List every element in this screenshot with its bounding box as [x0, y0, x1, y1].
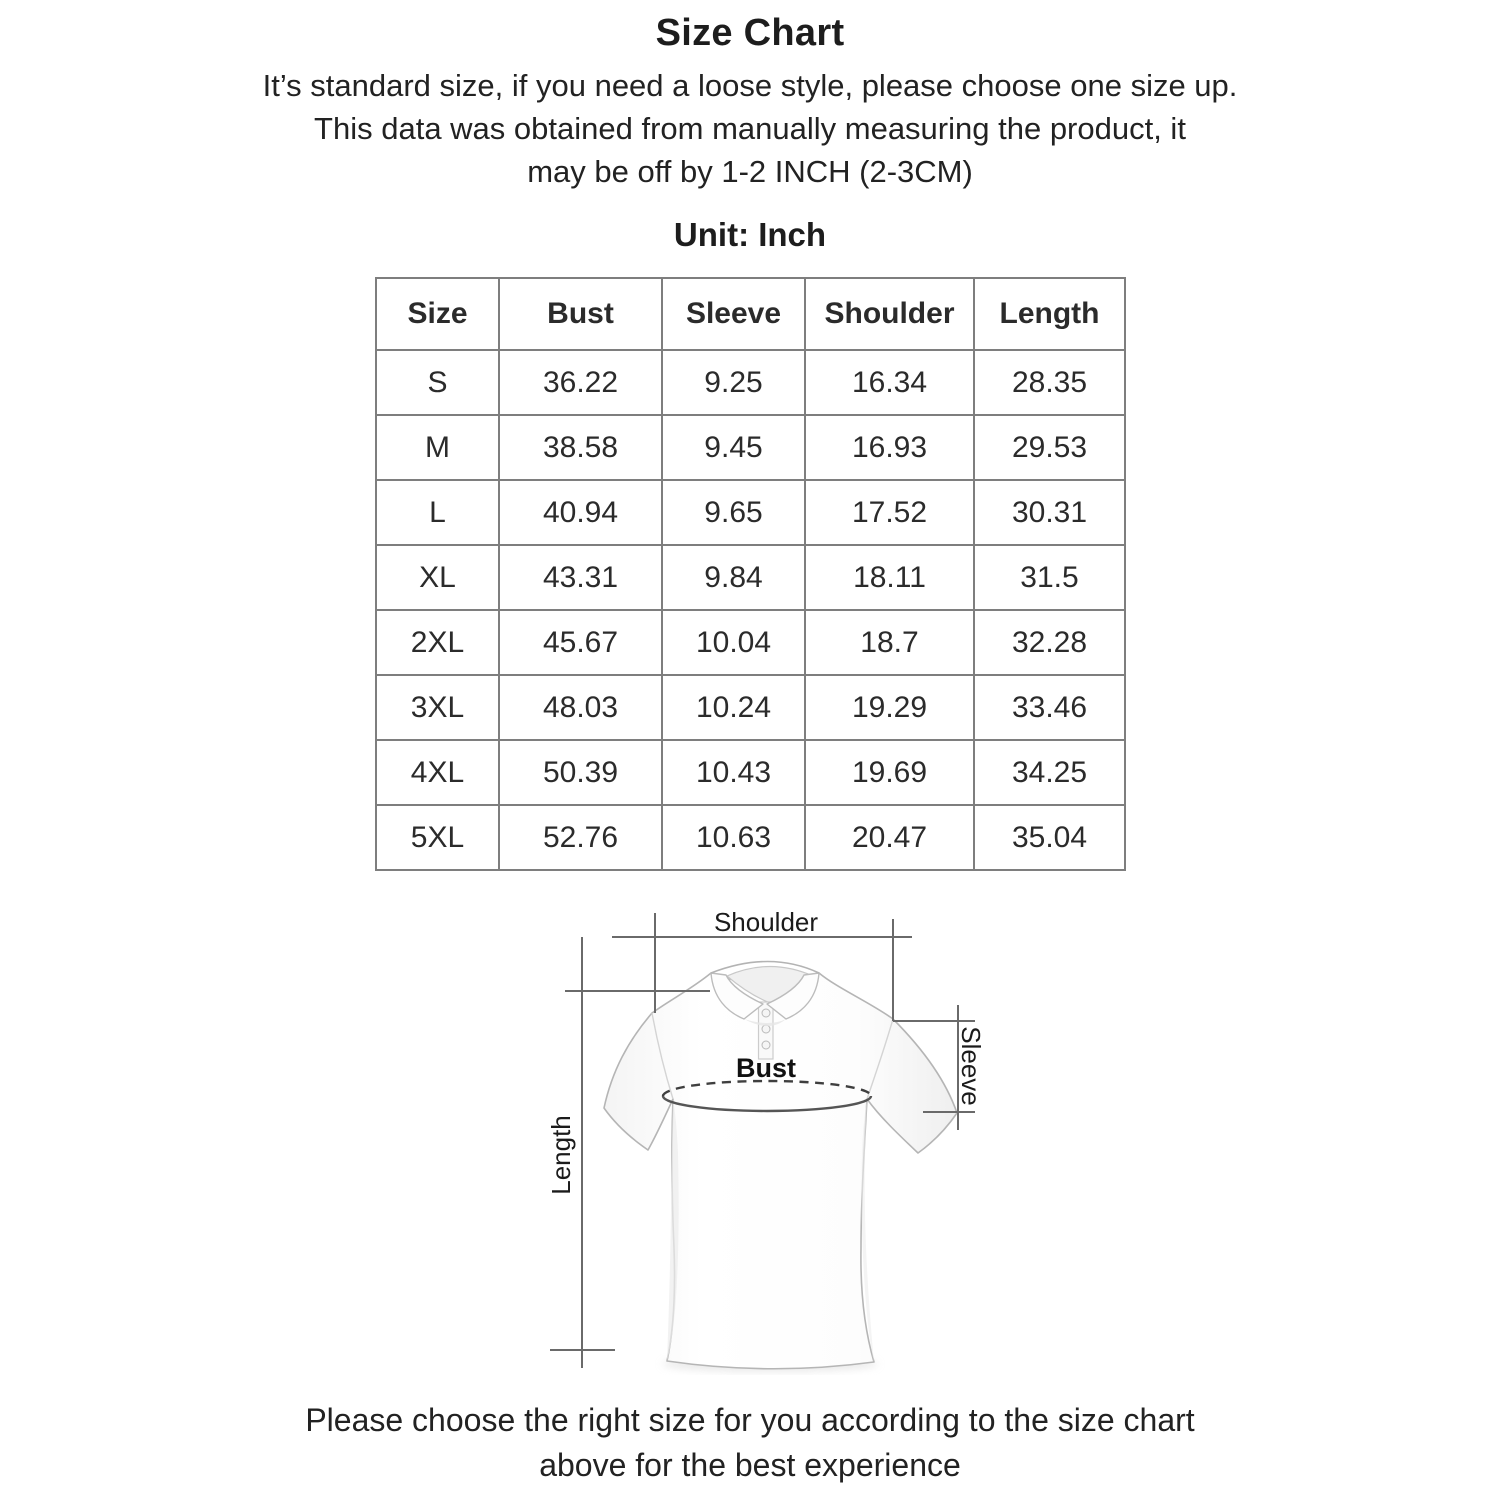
cell: 16.34: [805, 350, 974, 415]
cell: 36.22: [499, 350, 662, 415]
size-note-line: It’s standard size, if you need a loose style, please choose one size up.: [262, 68, 1238, 103]
unit-label: Unit: Inch: [673, 216, 827, 253]
cell: 52.76: [499, 805, 662, 870]
table-header-row: [376, 278, 1125, 350]
shoulder-label: Shoulder: [713, 907, 819, 937]
cell: 17.52: [805, 480, 974, 545]
table-row: [376, 415, 1125, 480]
cell: 34.25: [974, 740, 1125, 805]
cell: 38.58: [499, 415, 662, 480]
cell: 9.25: [662, 350, 805, 415]
cell: M: [376, 415, 499, 480]
cell: 16.93: [805, 415, 974, 480]
cell: 19.69: [805, 740, 974, 805]
cell: 10.63: [662, 805, 805, 870]
cell: 31.5: [974, 545, 1125, 610]
footer-note: [0, 1398, 1500, 1488]
cell: 35.04: [974, 805, 1125, 870]
cell: 45.67: [499, 610, 662, 675]
size-note-line: may be off by 1-2 INCH (2-3CM): [527, 154, 973, 189]
measurement-diagram: [530, 903, 1010, 1375]
table-row: [376, 675, 1125, 740]
cell: 18.11: [805, 545, 974, 610]
cell: 10.43: [662, 740, 805, 805]
bust-label: Bust: [736, 1053, 796, 1083]
column-header-shoulder: Shoulder: [805, 278, 974, 350]
cell: L: [376, 480, 499, 545]
table-row: [376, 610, 1125, 675]
cell: 43.31: [499, 545, 662, 610]
column-header-length: Length: [974, 278, 1125, 350]
size-note-line: This data was obtained from manually measuring the product, it: [314, 111, 1186, 146]
cell: 10.04: [662, 610, 805, 675]
cell: XL: [376, 545, 499, 610]
button: [762, 1025, 770, 1033]
cell: 9.45: [662, 415, 805, 480]
cell: 9.65: [662, 480, 805, 545]
cell: 3XL: [376, 675, 499, 740]
cell: S: [376, 350, 499, 415]
table-row: [376, 545, 1125, 610]
cell: 33.46: [974, 675, 1125, 740]
table-row: [376, 480, 1125, 545]
cell: 20.47: [805, 805, 974, 870]
table-row: [376, 350, 1125, 415]
cell: 9.84: [662, 545, 805, 610]
button: [762, 1009, 770, 1017]
cell: 19.29: [805, 675, 974, 740]
cell: 29.53: [974, 415, 1125, 480]
cell: 28.35: [974, 350, 1125, 415]
footer-note-line: above for the best experience: [539, 1447, 961, 1483]
cell: 40.94: [499, 480, 662, 545]
column-header-size: Size: [376, 278, 499, 350]
shirt-body: [604, 973, 957, 1369]
cell: 18.7: [805, 610, 974, 675]
length-label: Length: [546, 1115, 576, 1195]
sleeve-label: Sleeve: [956, 1026, 986, 1106]
cell: 30.31: [974, 480, 1125, 545]
column-header-bust: Bust: [499, 278, 662, 350]
footer-note-line: Please choose the right size for you according to the size chart: [305, 1402, 1195, 1438]
polo-shirt-illustration: [604, 962, 957, 1369]
cell: 10.24: [662, 675, 805, 740]
size-note: [0, 64, 1500, 193]
cell: 50.39: [499, 740, 662, 805]
page-title: Size Chart: [655, 12, 845, 54]
cell: 2XL: [376, 610, 499, 675]
size-chart-table: [375, 277, 1126, 871]
button: [762, 1041, 770, 1049]
table-row: [376, 740, 1125, 805]
cell: 4XL: [376, 740, 499, 805]
cell: 5XL: [376, 805, 499, 870]
cell: 48.03: [499, 675, 662, 740]
cell: 32.28: [974, 610, 1125, 675]
table-row: [376, 805, 1125, 870]
column-header-sleeve: Sleeve: [662, 278, 805, 350]
